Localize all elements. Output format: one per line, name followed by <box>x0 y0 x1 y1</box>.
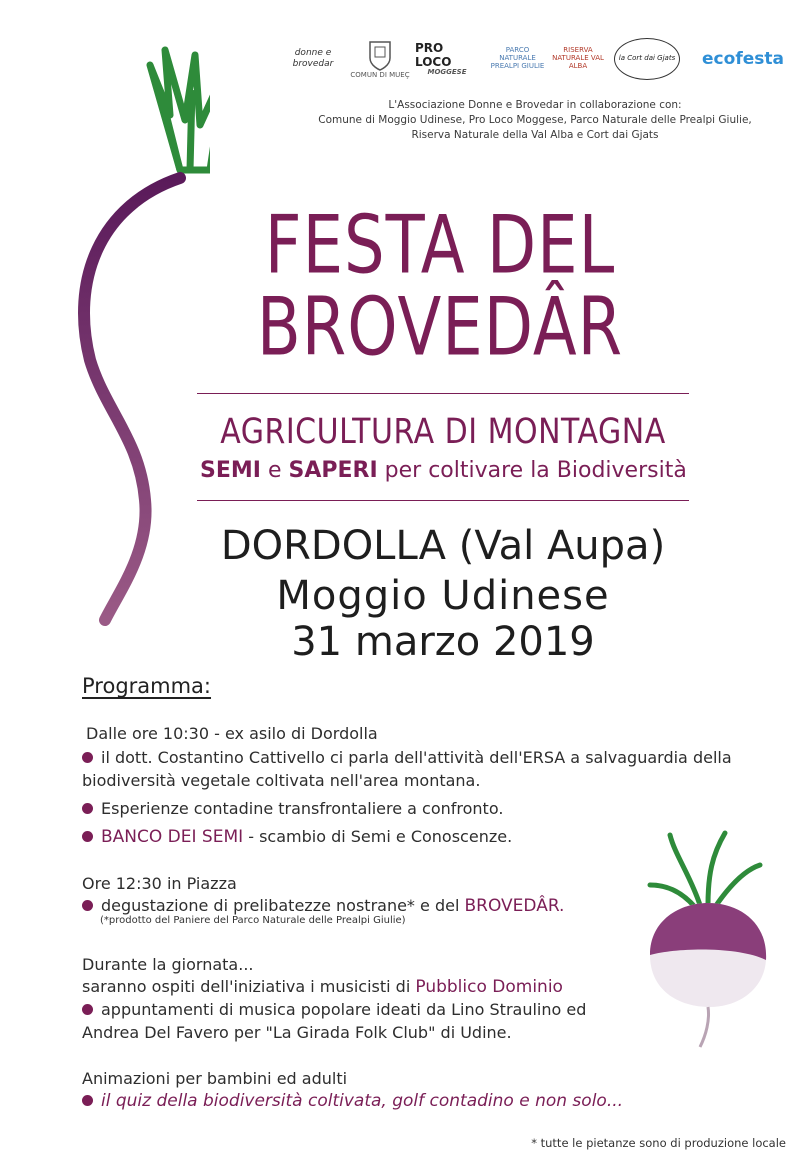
block3-item1-a: appuntamenti di musica popolare ideati da Lino Straulino ed <box>101 1000 587 1019</box>
title-divider-bottom <box>197 500 689 501</box>
block3-item1 <box>82 998 586 1022</box>
title-line-2: BROVEDÂR <box>256 281 624 375</box>
banco-dei-semi: BANCO DEI SEMI <box>101 827 244 847</box>
block1-item3-rest: - scambio di Semi e Conoscenze. <box>243 827 513 846</box>
title-divider-top <box>197 393 689 394</box>
logo-parco-prealpi-giulie <box>490 30 545 88</box>
logo-ecofesta <box>698 30 788 88</box>
beet-leaves-icon <box>150 50 210 170</box>
block4-item-text: il quiz della biodiversità coltivata, golf contadino e non solo... <box>101 1091 624 1111</box>
subtitle-e: e <box>267 458 282 483</box>
subtitle-saperi: SAPERI <box>288 458 378 483</box>
turnip-illustration <box>630 825 780 1050</box>
block1-item3 <box>82 825 512 849</box>
subtitle-agricultura: AGRICULTURA DI MONTAGNA <box>220 412 666 453</box>
logo-cort-text: la Cort dai Gjats <box>618 54 676 63</box>
location-village: DORDOLLA (Val Aupa) <box>220 523 666 569</box>
logo-cort-dai-gjats <box>612 30 682 88</box>
logo-donne-brovedar-text: donne e brovedar <box>292 48 334 69</box>
bullet-icon <box>82 1095 93 1106</box>
block2-note: (*prodotto del Paniere del Parco Naturale delle Prealpi Giulie) <box>100 915 406 926</box>
subtitle-semi-saperi <box>200 458 686 483</box>
event-date: 31 marzo 2019 <box>291 619 595 665</box>
logo-pro-loco-text: PRO LOCO <box>415 41 452 70</box>
bullet-icon <box>82 1004 93 1015</box>
block1-item1-a: il dott. Costantino Cattivello ci parla dell'attività dell'ERSA a salvaguardia della <box>101 748 732 767</box>
intro-line-3: Riserva Naturale della Val Alba e Cort dai Gjats <box>411 129 659 141</box>
logo-parco-text: PARCO NATURALE PREALPI GIULIE <box>490 46 545 70</box>
logo-ecofesta-text: ecofesta <box>702 49 784 69</box>
block3-line <box>82 975 563 999</box>
location-town: Moggio Udinese <box>276 573 610 619</box>
logo-comun-di-muec <box>350 30 410 88</box>
intro-line-2: Comune di Moggio Udinese, Pro Loco Moggese, Parco Naturale delle Prealpi Giulie, <box>318 114 752 126</box>
block3-item1-cont: Andrea Del Favero per "La Girada Folk Club" di Udine. <box>82 1023 512 1042</box>
logo-donne-brovedar <box>288 30 338 88</box>
block1-item2-text: Esperienze contadine transfrontaliere a confronto. <box>101 799 504 818</box>
footnote: * tutte le pietanze sono di produzione locale <box>531 1136 786 1150</box>
pubblico-dominio: Pubblico Dominio <box>415 977 563 997</box>
logo-pro-loco-sub: MOGGESE <box>427 68 467 77</box>
block1-item1 <box>82 746 732 770</box>
logo-comun-di-muec-text: COMUN DI MUEÇ <box>350 71 410 80</box>
bullet-icon <box>82 752 93 763</box>
programma-heading: Programma: <box>82 674 212 698</box>
intro-line-1: L'Associazione Donne e Brovedar in collaborazione con: <box>388 99 682 111</box>
crest-icon <box>367 38 393 72</box>
block1-time: Dalle ore 10:30 - ex asilo di Dordolla <box>86 724 378 743</box>
brovedar-accent: BROVEDÂR. <box>464 896 565 916</box>
block2-item1-text: degustazione di prelibatezze nostrane* e del <box>101 896 465 915</box>
block1-item1-cont: biodiversità vegetale coltivata nell'area montana. <box>82 771 481 790</box>
logo-riserva-text: RISERVA NATURALE VAL ALBA <box>552 46 604 70</box>
subtitle-semi: SEMI <box>200 458 261 483</box>
bullet-icon <box>82 900 93 911</box>
block2-time: Ore 12:30 in Piazza <box>82 874 237 893</box>
beet-root-illustration <box>60 30 210 630</box>
bullet-icon <box>82 803 93 814</box>
bullet-icon <box>82 831 93 842</box>
subtitle-rest: per coltivare la Biodiversità <box>384 458 687 483</box>
logo-pro-loco <box>415 30 479 88</box>
intro-credits <box>300 98 770 143</box>
block1-item2 <box>82 797 503 821</box>
block4-time: Animazioni per bambini ed adulti <box>82 1069 348 1088</box>
logo-riserva-val-alba <box>552 30 604 88</box>
title-line-1: FESTA DEL <box>264 199 616 293</box>
block4-item <box>82 1089 623 1113</box>
block3-line-text: saranno ospiti dell'iniziativa i musicisti di <box>82 977 416 996</box>
block3-time: Durante la giornata... <box>82 955 254 974</box>
